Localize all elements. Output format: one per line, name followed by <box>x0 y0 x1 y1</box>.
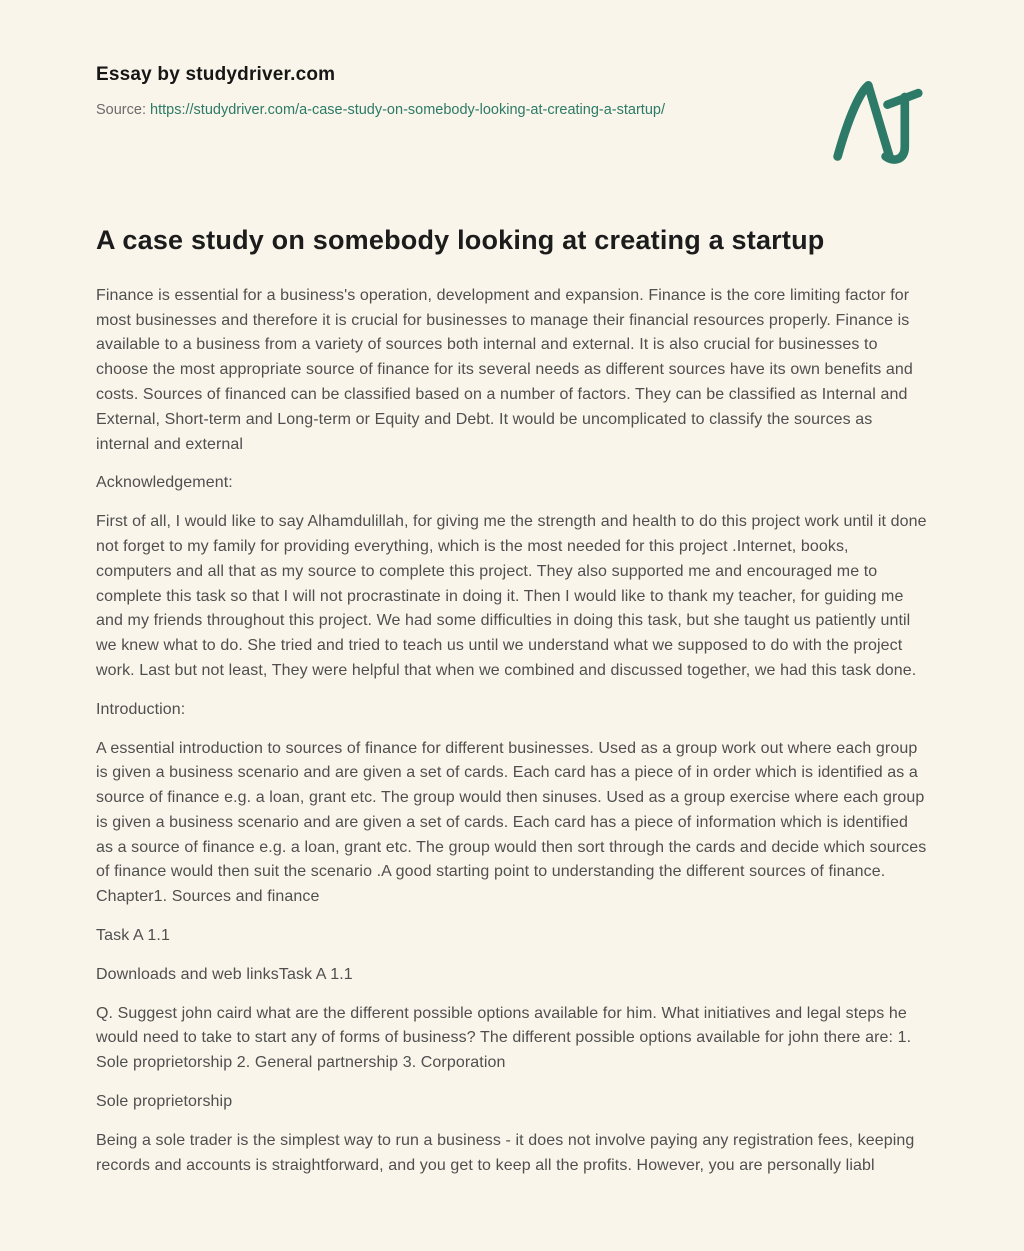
source-line <box>96 100 736 122</box>
paragraph-sole-trader: Being a sole trader is the simplest way to run a business - it does not involve paying any registration fees, keeping records and accounts is straightforward, and you get to keep all the profits. However, you are personally liabl <box>96 1131 915 1174</box>
heading-sole-proprietorship: Sole proprietorship <box>96 1093 233 1111</box>
page-header <box>96 64 928 122</box>
heading-introduction: Introduction: <box>96 700 186 718</box>
source-url-link[interactable]: https://studydriver.com/a-case-study-on-somebody-looking-at-creating-a-startup/ <box>150 102 665 118</box>
paragraph-question: Q. Suggest john caird what are the different possible options available for him. What initiatives and legal steps he would need to take to start any of forms of business? The different possible options available for john there are: 1. Sole proprietorship 2. General partnership 3. Corporation <box>96 1004 912 1072</box>
essay-title: A case study on somebody looking at creating a startup <box>96 224 825 255</box>
paragraph-finance-intro: Finance is essential for a business's operation, development and expansion. Finance is the core limiting factor for most businesses and therefore it is crucial for businesses to manage their financial resources properly. Finance is available to a business from a variety of sources both internal and external. It is also crucial for businesses to choose the most appropriate source of finance for its several needs as different sources have its own benefits and costs. Sources of financed can be classified based on a number of factors. They can be classified as Internal and External, Short-term and Long-term or Equity and Debt. It would be uncomplicated to classify the sources as internal and external <box>96 286 913 453</box>
heading-task-a: Task A 1.1 <box>96 927 170 945</box>
heading-acknowledgement: Acknowledgement: <box>96 474 233 492</box>
essay-byline: Essay by studydriver.com <box>96 64 336 85</box>
paragraph-introduction: A essential introduction to sources of finance for different businesses. Used as a group work out where each group is given a business scenario and are given a set of cards. Each card has a piece of in order which is identified as a source of finance e.g. a loan, grant etc. The group would then sinuses. Used as a group exercise where each group is given a business scenario and are given a set of cards. Each card has a piece of information which is identified as a source of finance e.g. a loan, grant etc. The group would then sort through the cards and decide which sources of finance would then suit the scenario .A good starting point to understanding the different sources of finance. Chapter1. Sources and finance <box>96 739 927 906</box>
source-label: Source: <box>96 102 146 118</box>
studydriver-logo-icon <box>828 72 924 168</box>
essay-article <box>96 222 928 1179</box>
paragraph-acknowledgement: First of all, I would like to say Alhamdulillah, for giving me the strength and health to do this project work until it done not forget to my family for providing everything, which is the most needed for this project .Internet, books, computers and all that as my source to complete this project. They also supported me and encouraged me to complete this task so that I will not procrastinate in doing it. Then I would like to thank my teacher, for guiding me and my friends throughout this project. We had some difficulties in doing this task, but she taught us patiently until we knew what to do. She tried and tried to teach us until we understand what we supposed to do with the project work. Last but not least, They were helpful that when we combined and discussed together, we had this task done. <box>96 513 927 679</box>
line-downloads-weblinks: Downloads and web linksTask A 1.1 <box>96 965 353 983</box>
